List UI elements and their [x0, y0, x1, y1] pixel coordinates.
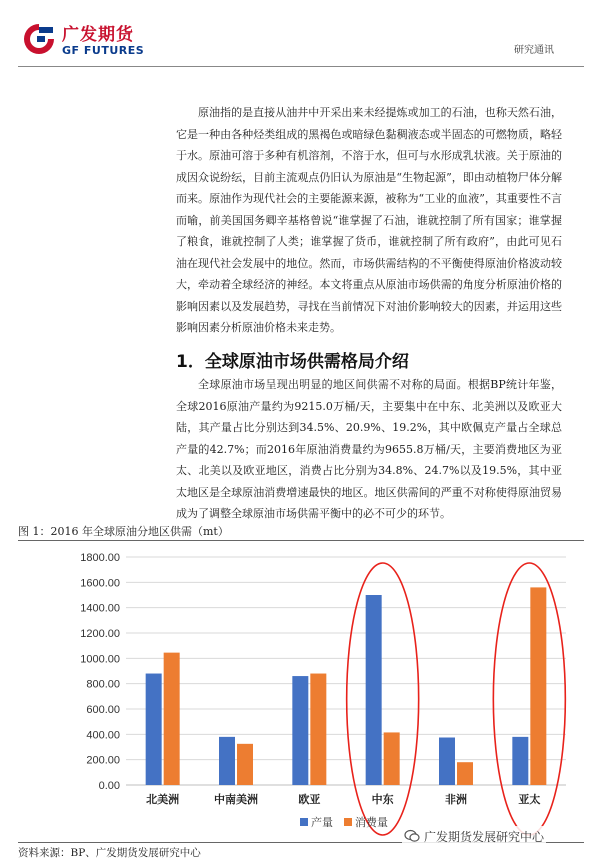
wechat-icon — [404, 828, 420, 844]
figure-caption-rule — [18, 540, 584, 541]
legend-label: 消费量 — [355, 816, 388, 829]
figure-source: 资料来源：BP、广发期货发展研究中心 — [18, 847, 201, 859]
bar-production — [292, 676, 308, 785]
document-type: 研究通讯 — [514, 45, 554, 56]
y-tick-label: 400.00 — [86, 729, 120, 742]
x-tick-label: 中南美洲 — [214, 793, 258, 806]
page-header — [0, 0, 602, 70]
bar-consumption — [530, 587, 546, 785]
y-tick-label: 1400.00 — [80, 602, 120, 615]
x-tick-label: 非洲 — [445, 793, 467, 806]
bar-consumption — [384, 732, 400, 785]
legend-label: 产量 — [311, 816, 333, 829]
bar-production — [439, 738, 455, 786]
bar-production — [366, 595, 382, 785]
y-tick-label: 200.00 — [86, 754, 120, 767]
brand-name-en: GF FUTURES — [62, 44, 145, 57]
y-tick-label: 800.00 — [86, 678, 120, 691]
bar-consumption — [237, 744, 253, 785]
x-tick-label: 北美洲 — [146, 793, 180, 806]
bar-consumption — [310, 674, 326, 785]
bar-production — [146, 674, 162, 785]
y-tick-label: 1200.00 — [80, 628, 120, 640]
supply-demand-bar-chart — [18, 545, 584, 841]
bar-production — [512, 737, 528, 785]
bar-production — [219, 737, 235, 785]
x-tick-label: 亚太 — [518, 793, 541, 806]
brand-name-cn: 广发期货 — [62, 25, 134, 45]
watermark-text: 广发期货发展研究中心 — [424, 829, 545, 844]
x-tick-label: 中东 — [371, 793, 394, 806]
wechat-watermark — [402, 826, 546, 846]
bar-consumption — [457, 762, 473, 785]
section-title: 1．全球原油市场供需格局介绍 — [176, 352, 409, 372]
figure-caption: 图 1：2016 年全球原油分地区供需（mt） — [18, 525, 229, 538]
y-tick-label: 0.00 — [98, 780, 120, 792]
intro-paragraph: 原油指的是直接从油井中开采出来未经提炼或加工的石油，也称天然石油，它是一种由各种烃类组成的黑褐色或暗绿色黏稠液态或半固态的可燃物质，略轻于水。原油可溶于多种有机溶剂，不溶于水，但可与水形成乳状液。关于原油的成因众说纷纭，目前主流观点仍旧认为原油是“生物起源”，即由动植物尸体分解而来。原油作为现代社会的主要能源来源，被称为“工业的血液”，其重要性不言而喻，前美国国务卿辛基格曾说“谁掌握了石油，谁就控制了所有国家；谁掌握了粮食，谁就控制了人类；谁掌握了货币，谁就控制了所有政府”，由此可见石油在现代社会发展中的地位。然而，市场供需结构的不平衡使得原油价格波动较大，牵动着全球经济的神经。本文将重点从原油市场供需的角度分析原油价格的影响因素以及发展趋势，寻找在当前情况下对油价影响较大的因素，并运用这些影响因素分析原油价格未来走势。 — [176, 106, 562, 334]
header-divider — [18, 66, 584, 67]
y-tick-label: 1600.00 — [80, 577, 120, 590]
x-tick-label: 欧亚 — [298, 793, 321, 806]
y-tick-label: 1000.00 — [80, 653, 120, 666]
legend-swatch — [344, 818, 352, 826]
y-tick-label: 600.00 — [86, 704, 120, 716]
y-tick-label: 1800.00 — [80, 552, 120, 564]
section-paragraph: 全球原油市场呈现出明显的地区间供需不对称的局面。根据BP统计年鉴， 全球2016原油产量约为9215.0万桶/天，主要集中在中东、北美洲以及欧亚大陆，其产量占比分别达到34.5%、20.9%、19.2%，其中欧佩克产量占全球总产量的42.7%；而2016年原油消费量约为9655.8万桶/天，主要消费地区为亚太、北美以及欧亚地区，消费占比分别为34.8%、24.7%以及19.5%，其中亚太地区是全球原油消费增速最快的地区。地区供需间的严重不对称使得原油贸易成为了调整全球原油市场供需平衡中的必不可少的环节。 — [176, 378, 562, 520]
gf-logo-icon — [22, 22, 56, 56]
bar-consumption — [164, 653, 180, 785]
legend-swatch — [300, 818, 308, 826]
